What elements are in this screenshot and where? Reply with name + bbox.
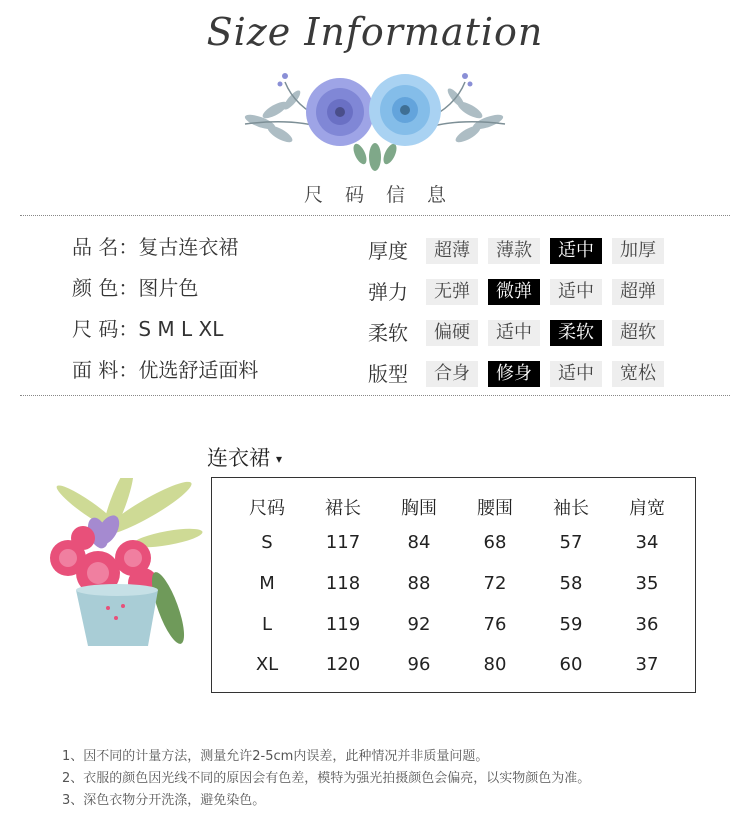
- table-cell: 117: [325, 532, 361, 553]
- attr-row-thickness: [368, 230, 674, 271]
- attr-option: 无弹: [426, 279, 478, 305]
- table-cell: S: [261, 532, 273, 553]
- table-header-row: [212, 494, 695, 524]
- table-cell: 88: [407, 573, 431, 594]
- info-value: 优选舒适面料: [138, 358, 259, 382]
- table-header-cell: 袖长: [553, 498, 589, 519]
- attr-option-selected: 适中: [550, 238, 602, 264]
- info-value: 复古连衣裙: [138, 235, 239, 259]
- table-cell: 36: [635, 614, 659, 635]
- table-cell: 35: [635, 573, 659, 594]
- size-table: [211, 477, 696, 693]
- info-label: 品 名：: [72, 235, 139, 259]
- product-info: [72, 230, 258, 394]
- info-row-name: [72, 230, 258, 271]
- table-header-cell: 肩宽: [629, 498, 665, 519]
- table-cell: 37: [635, 654, 659, 675]
- attr-option: 适中: [488, 320, 540, 346]
- blue-roses-decoration: [230, 62, 520, 177]
- table-row: [212, 528, 695, 558]
- attr-option-selected: 微弹: [488, 279, 540, 305]
- table-cell: 96: [407, 654, 431, 675]
- table-cell: 57: [559, 532, 583, 553]
- divider-middle: [20, 395, 730, 396]
- table-cell: 72: [483, 573, 507, 594]
- attr-option: 超弹: [612, 279, 664, 305]
- note-item: 3、深色衣物分开洗涤，避免染色。: [62, 793, 266, 808]
- caret-down-icon: ▾: [276, 452, 283, 466]
- attr-option-selected: 柔软: [550, 320, 602, 346]
- info-label: 尺 码：: [72, 317, 139, 341]
- table-cell: 68: [483, 532, 507, 553]
- divider-top: [20, 215, 730, 216]
- table-cell: 92: [407, 614, 431, 635]
- attr-option: 超薄: [426, 238, 478, 264]
- table-cell: 119: [325, 614, 361, 635]
- info-value: 图片色: [138, 276, 199, 300]
- size-table-title: [207, 442, 282, 472]
- size-table-title-text: 连衣裙: [207, 446, 270, 470]
- table-cell: 80: [483, 654, 507, 675]
- attr-label: 弹力: [368, 279, 408, 304]
- attr-label: 柔软: [368, 320, 408, 345]
- attribute-scales: [368, 230, 674, 394]
- table-cell: 34: [635, 532, 659, 553]
- info-row-size: [72, 312, 258, 353]
- table-header-cell: 裙长: [325, 498, 361, 519]
- page-title: Size Information: [206, 10, 544, 54]
- attr-option: 宽松: [612, 361, 664, 387]
- table-header-cell: 尺码: [249, 498, 285, 519]
- attr-row-elasticity: [368, 271, 674, 312]
- table-cell: M: [259, 573, 275, 594]
- table-cell: 59: [559, 614, 583, 635]
- attr-option: 适中: [550, 361, 602, 387]
- info-row-fabric: [72, 353, 258, 394]
- attr-option-selected: 修身: [488, 361, 540, 387]
- table-cell: 76: [483, 614, 507, 635]
- attr-label: 版型: [368, 361, 408, 386]
- attr-option: 适中: [550, 279, 602, 305]
- info-value: S M L XL: [138, 317, 224, 341]
- table-row: [212, 650, 695, 680]
- info-label: 颜 色：: [72, 276, 139, 300]
- attr-option: 薄款: [488, 238, 540, 264]
- attr-option: 合身: [426, 361, 478, 387]
- table-row: [212, 569, 695, 599]
- attr-option: 超软: [612, 320, 664, 346]
- table-cell: XL: [255, 654, 279, 675]
- attr-option: 偏硬: [426, 320, 478, 346]
- attr-option: 加厚: [612, 238, 664, 264]
- table-cell: 84: [407, 532, 431, 553]
- attr-row-softness: [368, 312, 674, 353]
- table-cell: 118: [325, 573, 361, 594]
- info-label: 面 料：: [72, 358, 139, 382]
- info-row-color: [72, 271, 258, 312]
- table-cell: L: [261, 614, 273, 635]
- notes: [62, 746, 590, 812]
- attr-label: 厚度: [368, 238, 408, 263]
- page-subtitle: 尺码信息: [303, 184, 468, 206]
- table-cell: 60: [559, 654, 583, 675]
- attr-row-fit: [368, 353, 674, 394]
- table-cell: 120: [325, 654, 361, 675]
- flower-bucket-illustration: [28, 478, 208, 658]
- table-header-cell: 腰围: [477, 498, 513, 519]
- table-row: [212, 610, 695, 640]
- table-cell: 58: [559, 573, 583, 594]
- note-item: 1、因不同的计量方法，测量允许2-5cm内误差，此种情况并非质量问题。: [62, 749, 489, 764]
- note-item: 2、衣服的颜色因光线不同的原因会有色差，模特为强光拍摄颜色会偏亮，以实物颜色为准。: [62, 771, 591, 786]
- table-header-cell: 胸围: [401, 498, 437, 519]
